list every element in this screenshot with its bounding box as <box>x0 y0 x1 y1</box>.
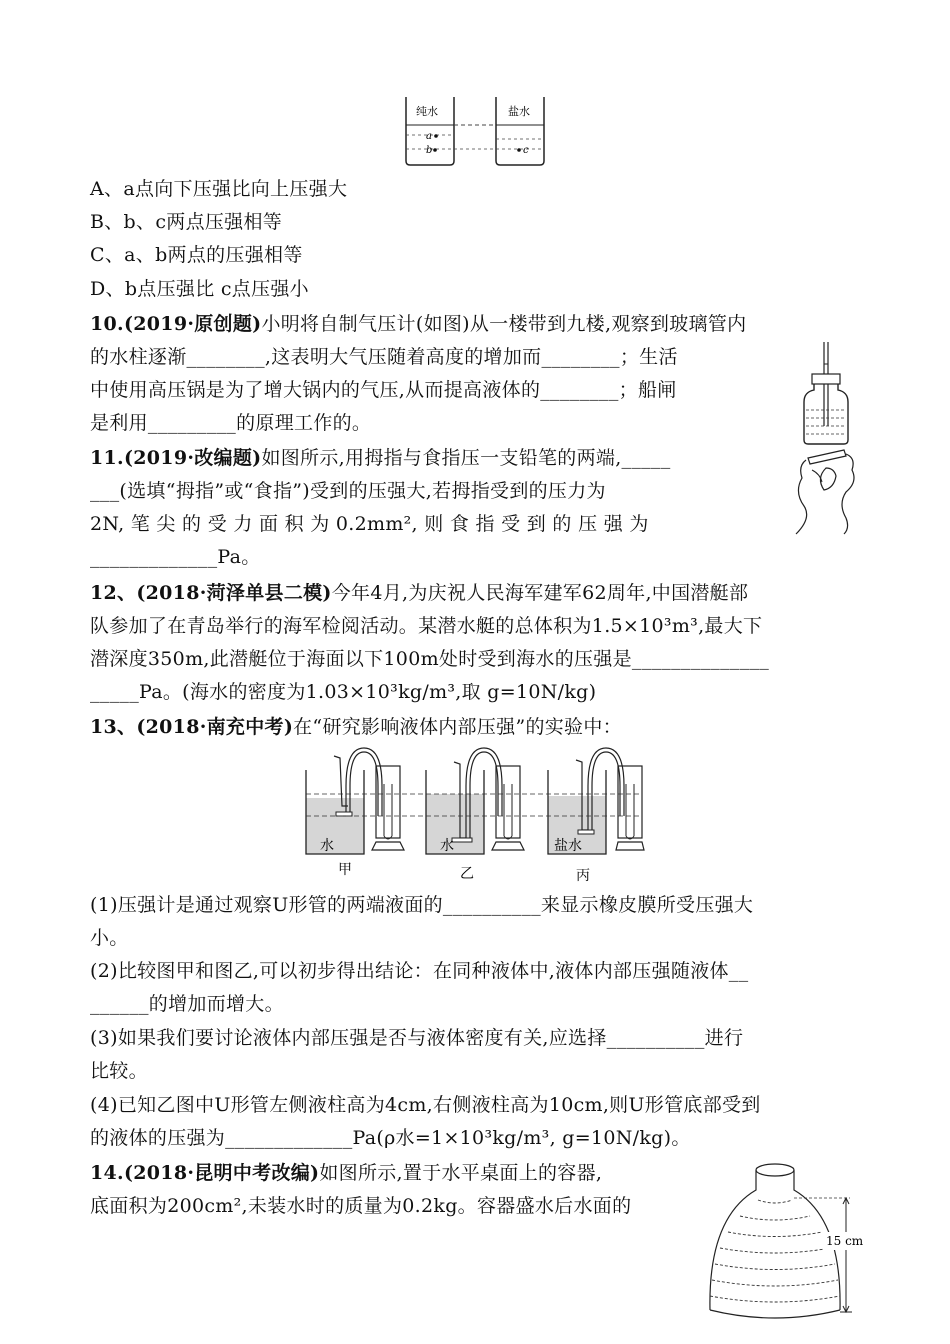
q11-line-2: ___(选填“拇指”或“食指”)受到的压强大,若拇指受到的压力为 <box>90 480 606 502</box>
container-figure <box>700 1160 870 1340</box>
q13-part-3-line-2: 比较。 <box>90 1060 148 1082</box>
q10-text: 小明将自制气压计(如图)从一楼带到九楼,观察到玻璃管内 <box>261 313 747 335</box>
option-c: C、a、b两点的压强相等 <box>90 244 303 266</box>
point-a <box>434 134 438 138</box>
fig-label-yi: 乙 <box>460 866 474 882</box>
q13-part-2-line-2: ______的增加而增大。 <box>90 993 284 1015</box>
height-dimension-label: 15 cm <box>826 1234 864 1248</box>
q12-line-1 <box>90 582 748 604</box>
q14-number: 14. <box>90 1162 124 1184</box>
q13-part-4-line-1: (4)已知乙图中U形管左侧液柱高为4cm,右侧液柱高为10cm,则U形管底部受到 <box>90 1094 761 1116</box>
q13-part-4-line-2: 的液体的压强为_____________Pa(ρ水=1×10³kg/m³, g=10N/kg)。 <box>90 1127 691 1149</box>
q12-text: 今年4月,为庆祝人民海军建军62周年,中国潜艇部 <box>331 582 749 604</box>
q10-source: (2019·原创题) <box>123 313 262 335</box>
beakers-figure <box>402 95 552 167</box>
q13-number: 13、 <box>90 716 137 738</box>
q11-source: (2019·改编题) <box>123 447 262 469</box>
option-b: B、b、c两点压强相等 <box>90 211 283 233</box>
q14-line-1 <box>90 1162 602 1184</box>
q13-part-1-line-1: (1)压强计是通过观察U形管的两端液面的__________来显示橡皮膜所受压强大 <box>90 894 754 916</box>
q14-source: (2018·昆明中考改编) <box>123 1162 320 1184</box>
q11-line-1 <box>90 447 671 469</box>
q10-line-1 <box>90 313 746 335</box>
liquid-label-3: 盐水 <box>554 838 582 854</box>
q12-line-4: _____Pa。(海水的密度为1.03×10³kg/m³,取 g=10N/kg) <box>90 681 597 703</box>
q13-line-1 <box>90 716 622 738</box>
point-c <box>517 148 521 152</box>
q12-source: (2018·菏泽单县二模) <box>136 582 332 604</box>
q14-line-2: 底面积为200cm²,未装水时的质量为0.2kg。容器盛水后水面的 <box>90 1195 632 1217</box>
q12-line-3: 潜深度350m,此潜艇位于海面以下100m处时受到海水的压强是______________ <box>90 648 770 670</box>
liquid-label-2: 水 <box>440 838 454 854</box>
q10-number: 10. <box>90 313 124 335</box>
q10-line-4: 是利用_________的原理工作的。 <box>90 412 372 434</box>
point-b <box>433 148 437 152</box>
option-d: D、b点压强比 c点压强小 <box>90 278 309 300</box>
q12-number: 12、 <box>90 582 137 604</box>
q11-text: 如图所示,用拇指与食指压一支铅笔的两端,_____ <box>261 447 671 469</box>
fig-label-jia: 甲 <box>338 862 352 878</box>
q11-line-3: 2N, 笔 尖 的 受 力 面 积 为 0.2mm², 则 食 指 受 到 的 压 强 为 <box>90 513 649 535</box>
q13-part-3-line-1: (3)如果我们要讨论液体内部压强是否与液体密度有关,应选择__________进行 <box>90 1027 744 1049</box>
point-c-label: c <box>523 145 529 156</box>
barometer-figure <box>798 340 860 448</box>
q13-part-2-line-1: (2)比较图甲和图乙,可以初步得出结论：在同种液体中,液体内部压强随液体__ <box>90 960 749 982</box>
fig-label-bing: 丙 <box>576 868 590 884</box>
pressure-gauge-figure <box>300 746 646 888</box>
option-a: A、a点向下压强比向上压强大 <box>90 178 348 200</box>
point-b-label: b <box>426 145 433 156</box>
q10-line-2: 的水柱逐渐________,这表明大气压随着高度的增加而________；生活 <box>90 346 678 368</box>
q13-source: (2018·南充中考) <box>136 716 294 738</box>
liquid-label-1: 水 <box>320 838 334 854</box>
q10-line-3: 中使用高压锅是为了增大锅内的气压,从而提高液体的________；船闸 <box>90 379 677 401</box>
point-a-label: a <box>426 131 432 142</box>
hand-pencil-figure <box>786 448 866 536</box>
q13-title: 在“研究影响液体内部压强”的实验中： <box>293 716 622 738</box>
q12-line-2: 队参加了在青岛举行的海军检阅活动。某潜水艇的总体积为1.5×10³m³,最大下 <box>90 615 763 637</box>
pure-water-label: 纯水 <box>416 105 438 118</box>
salt-water-label: 盐水 <box>508 105 530 118</box>
q13-part-1-line-2: 小。 <box>90 927 129 949</box>
q11-line-4: _____________Pa。 <box>90 546 261 568</box>
q14-text: 如图所示,置于水平桌面上的容器, <box>319 1162 603 1184</box>
q11-number: 11. <box>90 447 124 469</box>
